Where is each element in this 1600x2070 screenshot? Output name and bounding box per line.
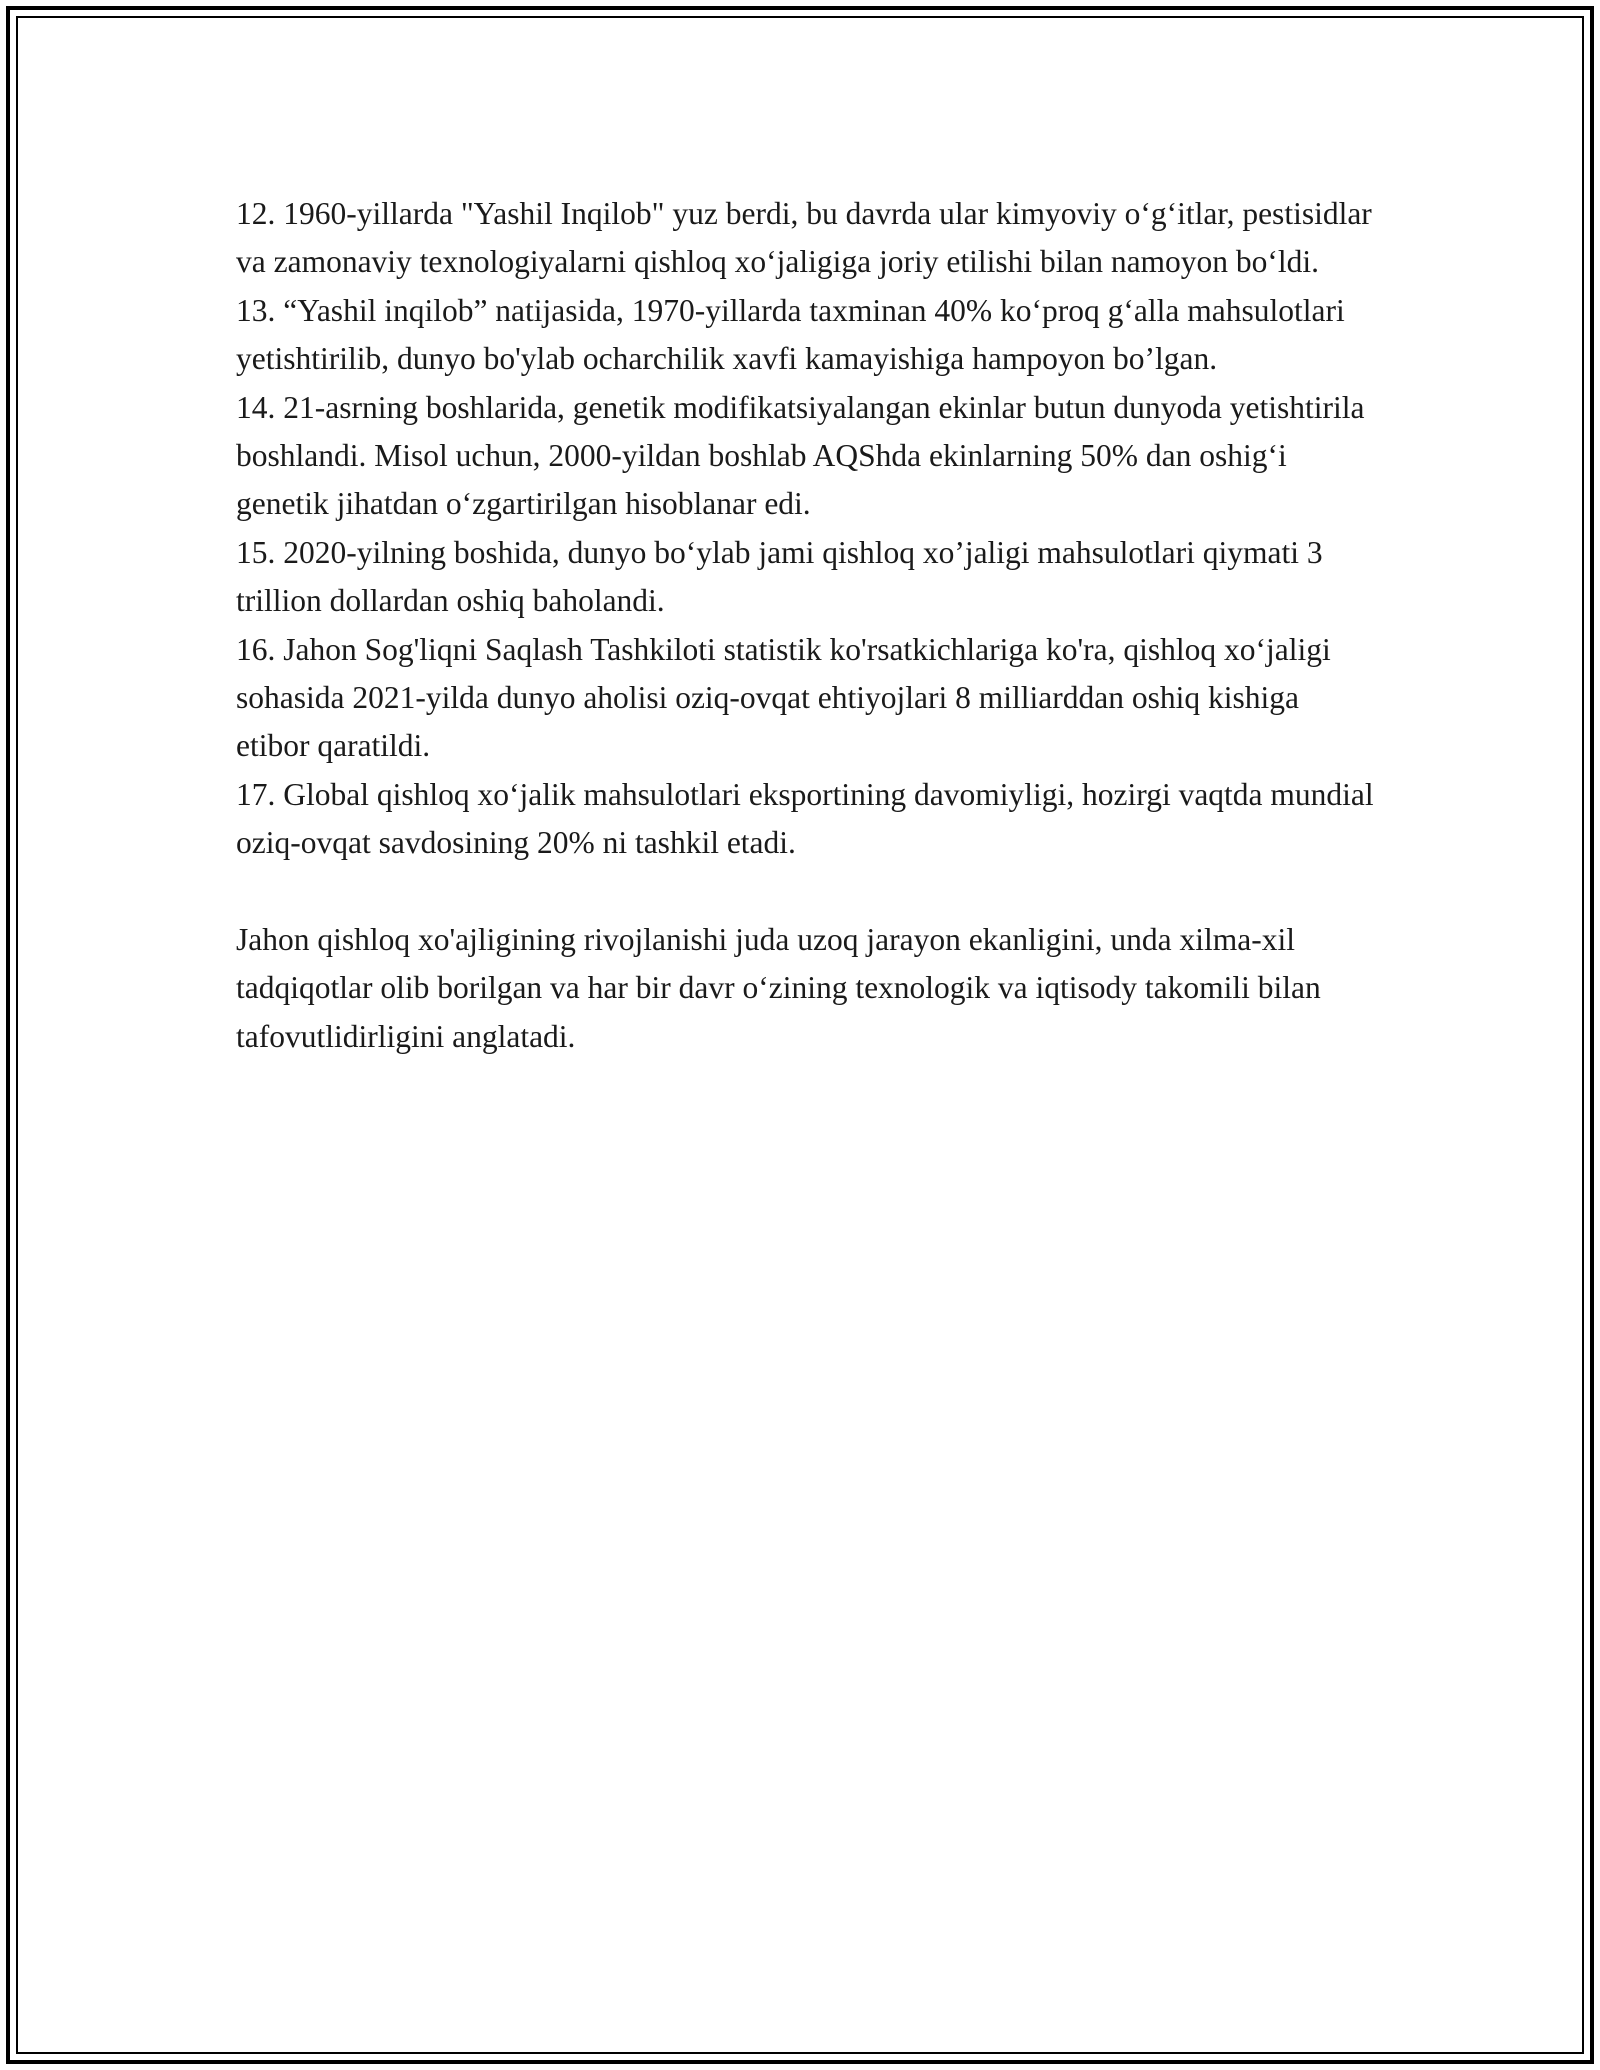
item-text: Jahon Sog'liqni Saqlash Tashkiloti statistik ko'rsatkichlariga ko'ra, qishloq xo‘jaligi sohasida 2021-yilda dunyo aholisi oziq-ovqat ehtiyojlari 8 milliarddan oshiq kishiga etibor qaratildi. xyxy=(236,631,1331,764)
item-text: 2020-yilning boshida, dunyo bo‘ylab jami qishloq xo’jaligi mahsulotlari qiymati 3 trillion dollardan oshiq baholandi. xyxy=(236,534,1323,619)
item-number: 16. xyxy=(236,631,276,667)
list-item-15 xyxy=(236,529,1376,626)
item-number: 14. xyxy=(236,389,276,425)
list-item-14 xyxy=(236,384,1376,529)
item-text: 21-asrning boshlarida, genetik modifikatsiyalangan ekinlar butun dunyoda yetishtirila boshlandi. Misol uchun, 2000-yildan boshlab AQShda ekinlarning 50% dan oshig‘i genetik jihatdan o‘zgartirilgan hisoblanar edi. xyxy=(236,389,1365,522)
list-item-17 xyxy=(236,771,1376,868)
document-body xyxy=(236,190,1376,1061)
list-item-12 xyxy=(236,190,1376,287)
item-number: 15. xyxy=(236,534,276,570)
item-text: Global qishloq xo‘jalik mahsulotlari eksportining davomiyligi, hozirgi vaqtda mundial oziq-ovqat savdosining 20% ni tashkil etadi. xyxy=(236,776,1374,861)
item-text: 1960-yillarda "Yashil Inqilob" yuz berdi, bu davrda ular kimyoviy o‘g‘itlar, pestisidlar va zamonaviy texnologiyalarni qishloq xo‘jaligiga joriy etilishi bilan namoyon bo‘ldi. xyxy=(236,196,1372,280)
list-item-13 xyxy=(236,287,1376,384)
item-text: “Yashil inqilob” natijasida, 1970-yillarda taxminan 40% ko‘proq g‘alla mahsulotlari yetishtirilib, dunyo bo'ylab ocharchilik xavfi kamayishiga hampoyon bo’lgan. xyxy=(236,292,1345,377)
list-item-16 xyxy=(236,626,1376,771)
item-number: 13. xyxy=(236,292,276,328)
item-number: 12. xyxy=(236,196,276,231)
summary-paragraph: Jahon qishloq xo'ajligining rivojlanishi juda uzoq jarayon ekanligini, unda xilma-xil tadqiqotlar olib borilgan va har bir davr o‘zining texnologik va iqtisody takomili bilan tafovutlidirligini anglatadi. xyxy=(236,921,1321,1054)
item-number: 17. xyxy=(236,776,276,812)
